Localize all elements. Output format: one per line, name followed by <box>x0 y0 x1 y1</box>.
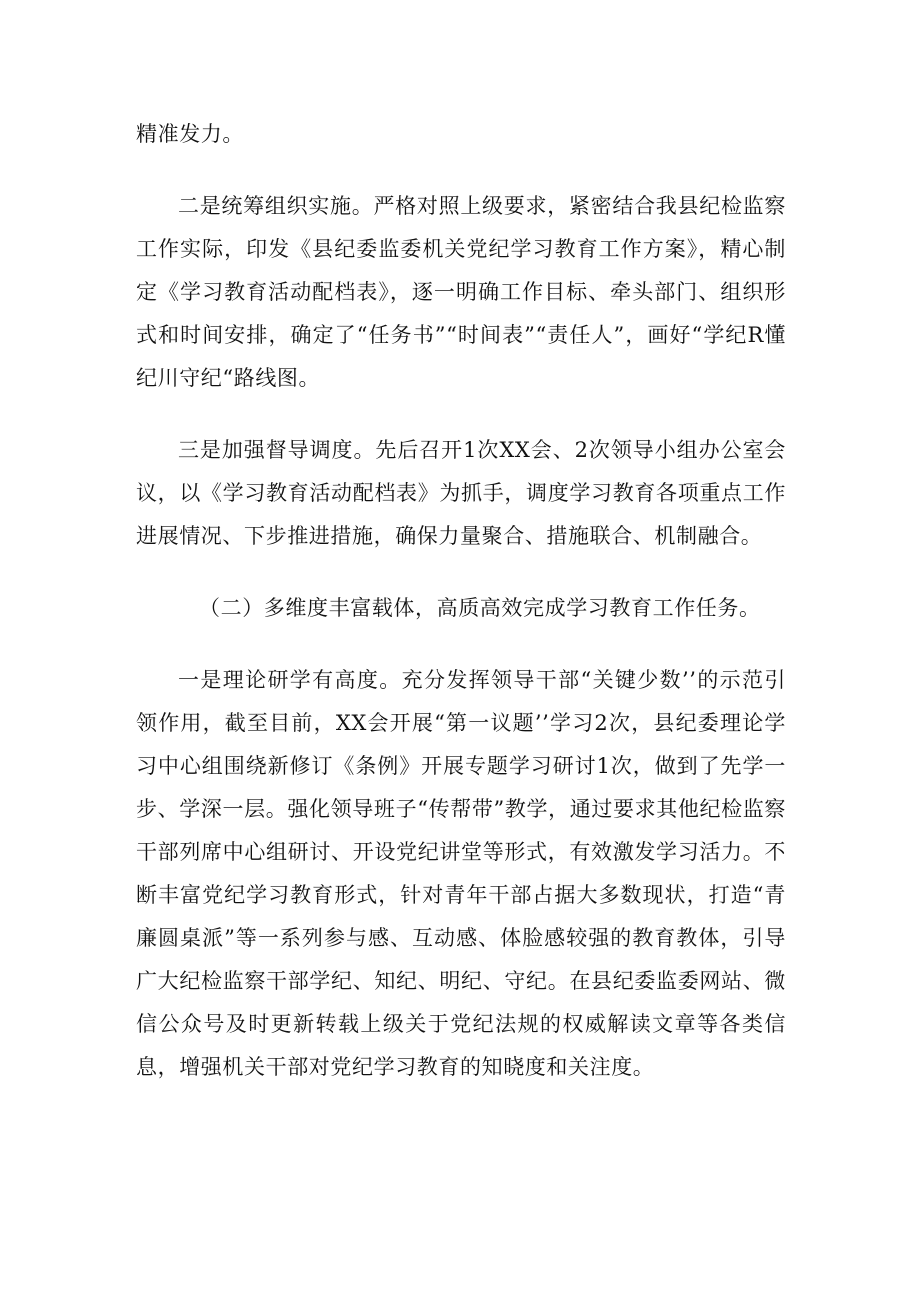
paragraph-continuation: 精准发力。 <box>136 122 244 146</box>
paragraph-theory-study: 一是理论研学有高度。充分发挥领导干部“关键少数’’的示范引领作用，截至目前，XX会开展“第一议题’’学习2次，县纪委理论学习中心组围绕新修订《条例》开展专题学习研讨1次，做到了先学一步、学深一层。强化领导班子“传帮带”教学，通过要求其他纪检监察干部列席中心组研讨、开设党纪讲堂等形式，有效激发学习活力。不断丰富党纪学习教育形式，针对青年干部占据大多数现状，打造“青廉圆桌派”等一系列参与感、互动感、体脸感较强的教育教体，引导广大纪检监察干部学纪、知纪、明纪、守纪。在县纪委监委网站、微信公众号及时更新转载上级关于党纪法规的权威解读文章等各类信息，增强机关干部对党纪学习教育的知晓度和关注度。 <box>136 668 786 1079</box>
section-heading: （二）多维度丰富载体，高质高效完成学习教育工作任务。 <box>199 596 761 620</box>
paragraph-organize-implementation: 二是统筹组织实施。严格对照上级要求，紧密结合我县纪检监察工作实际，印发《县纪委监委机关党纪学习教育工作方案》，精心制定《学习教育活动配档表》，逐一明确工作目标、牵头部门、组织形式和时间安排，确定了“任务书”“时间表”“责任人”，画好“学纪R懂纪川守纪“路线图。 <box>136 194 786 390</box>
paragraph-supervision-scheduling: 三是加强督导调度。先后召开1次XX会、2次领导小组办公室会议，以《学习教育活动配档表》为抓手，调度学习教育各项重点工作进展情况、下步推进措施，确保力量聚合、措施联合、机制融合。 <box>136 438 786 548</box>
document-body <box>136 113 786 1089</box>
